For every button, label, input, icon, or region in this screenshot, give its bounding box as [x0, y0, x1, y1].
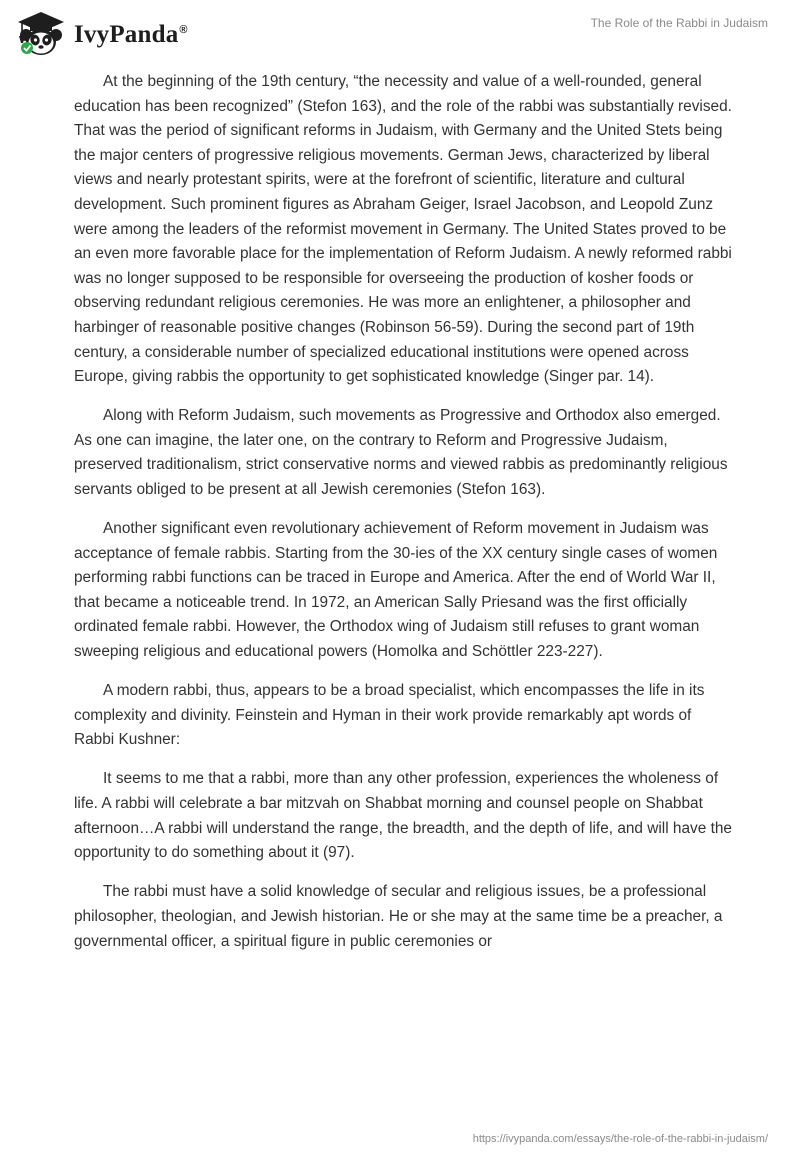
essay-body [74, 70, 734, 969]
page-header [0, 0, 800, 70]
ivypanda-logo[interactable] [14, 10, 188, 58]
block-quote: It seems to me that a rabbi, more than any other profession, experiences the wholeness of life. A rabbi will celebrate a bar mitzvah on Shabbat morning and counsel people on Shabbat afternoon…A rabbi will understand the range, the breadth, and the depth of life, and will have the opportunity to do something about it (97). [74, 770, 732, 862]
paragraph-3: Another significant even revolutionary achievement of Reform movement in Judaism was acceptance of female rabbis. Starting from the 30-ies of the XX century single cases of women performing rabbi functions can be traced in Europe and America. After the end of World War II, that became a noticeable trend. In 1972, an American Sally Priesand was the first officially ordinated female rabbi. However, the Orthodox wing of Judaism still refuses to grant woman sweeping religious and educational powers (Homolka and Schöttler 223-227). [74, 520, 718, 661]
source-url[interactable]: https://ivypanda.com/essays/the-role-of-the-rabbi-in-judaism/ [472, 1133, 768, 1145]
document-title: The Role of the Rabbi in Judaism [590, 16, 768, 30]
paragraph-2: Along with Reform Judaism, such movements as Progressive and Orthodox also emerged. As one can imagine, the later one, on the contrary to Reform and Progressive Judaism, preserved traditionalism, strict conservative norms and viewed rabbis as predominantly religious servants obliged to be present at all Jewish ceremonies (Stefon 163). [74, 407, 728, 498]
panda-graduate-icon [14, 10, 68, 58]
paragraph-6: The rabbi must have a solid knowledge of secular and religious issues, be a professional philosopher, theologian, and Jewish historian. He or she may at the same time be a preacher, a governmental officer, a spiritual figure in public ceremonies or [74, 883, 723, 950]
registered-mark: ® [179, 23, 188, 36]
paragraph-4: A modern rabbi, thus, appears to be a broad specialist, which encompasses the life in its complexity and divinity. Feinstein and Hyman in their work provide remarkably apt words of Rabbi Kushner: [74, 682, 705, 749]
brand-name: IvyPanda® [74, 21, 188, 48]
paragraph-1: At the beginning of the 19th century, “the necessity and value of a well-rounded, general education has been recognized” (Stefon 163), and the role of the rabbi was substantially revised. That was the period of significant reforms in Judaism, with Germany and the United Stets being the major centers of progressive religious movements. German Jews, characterized by liberal views and nearly protestant spirits, were at the forefront of scientific, literature and cultural development. Such prominent figures as Abraham Geiger, Israel Jacobson, and Leopold Zunz were among the leaders of the reformist movement in Germany. The United States proved to be an even more favorable place for the implementation of Reform Judaism. A newly reformed rabbi was no longer supposed to be responsible for overseeing the production of kosher foods or observing redundant religious ceremonies. He was more an enlightener, a philosopher and harbinger of reasonable positive changes (Robinson 56-59). During the second part of 19th century, a considerable number of specialized educational institutions were opened across Europe, giving rabbis the opportunity to get sophisticated knowledge (Singer par. 14). [74, 73, 732, 386]
